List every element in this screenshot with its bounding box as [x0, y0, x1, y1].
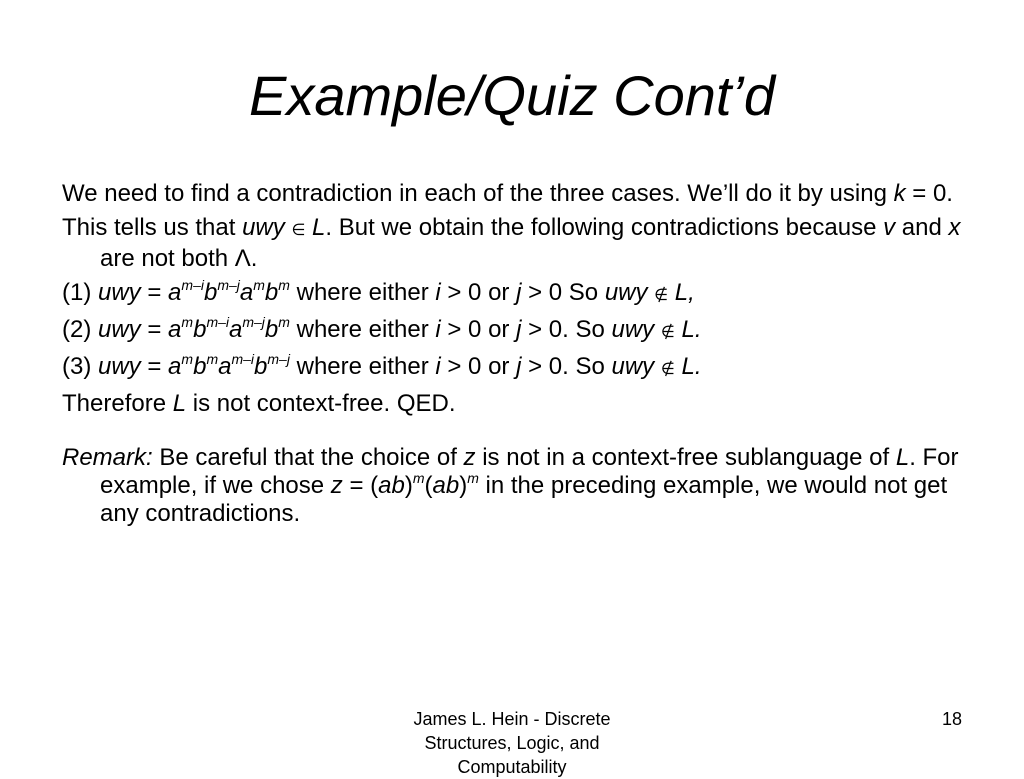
- paragraph-conclusion: Therefore L is not context-free. QED.: [62, 390, 456, 417]
- remark-label: Remark:: [62, 444, 153, 471]
- case-3: (3) uwy = $a^mb^ma^{m-i}b^{m-j}$ where either i > 0 or j > 0. So uwy ∉ L.: [62, 351, 702, 380]
- slide-body: [62, 180, 982, 534]
- paragraph-uwy-in-L: This tells us that uwy ∈ L. But we obtain the following contradictions because v and x are not both Λ.: [62, 214, 961, 272]
- footer-source: James L. Hein - Discrete Structures, Logic, and Computability: [413, 709, 611, 777]
- paragraph-find-contradiction: We need to find a contradiction in each of the three cases. We’ll do it by using k = 0.: [62, 180, 953, 207]
- case-2: (2) uwy = $a^mb^{m-i}a^{m-j}b^m$ where either i > 0 or j > 0. So uwy ∉ L.: [62, 314, 702, 343]
- case-1: (1) uwy = $a^{m-i}b^{m-j}a^mb^m$ where either i > 0 or j > 0 So uwy ∉ L,: [62, 277, 695, 306]
- element-of-symbol: ∈: [291, 222, 306, 239]
- slide-title: Example/Quiz Cont’d: [248, 64, 775, 127]
- slide-number: 18: [941, 709, 962, 729]
- paragraph-remark: Remark: Be careful that the choice of z is not in a context-free sublanguage of L. For example, if we chose z = (ab)$^m$(ab)$^m$ in the preceding example, we would not get any contradictions.: [62, 444, 959, 527]
